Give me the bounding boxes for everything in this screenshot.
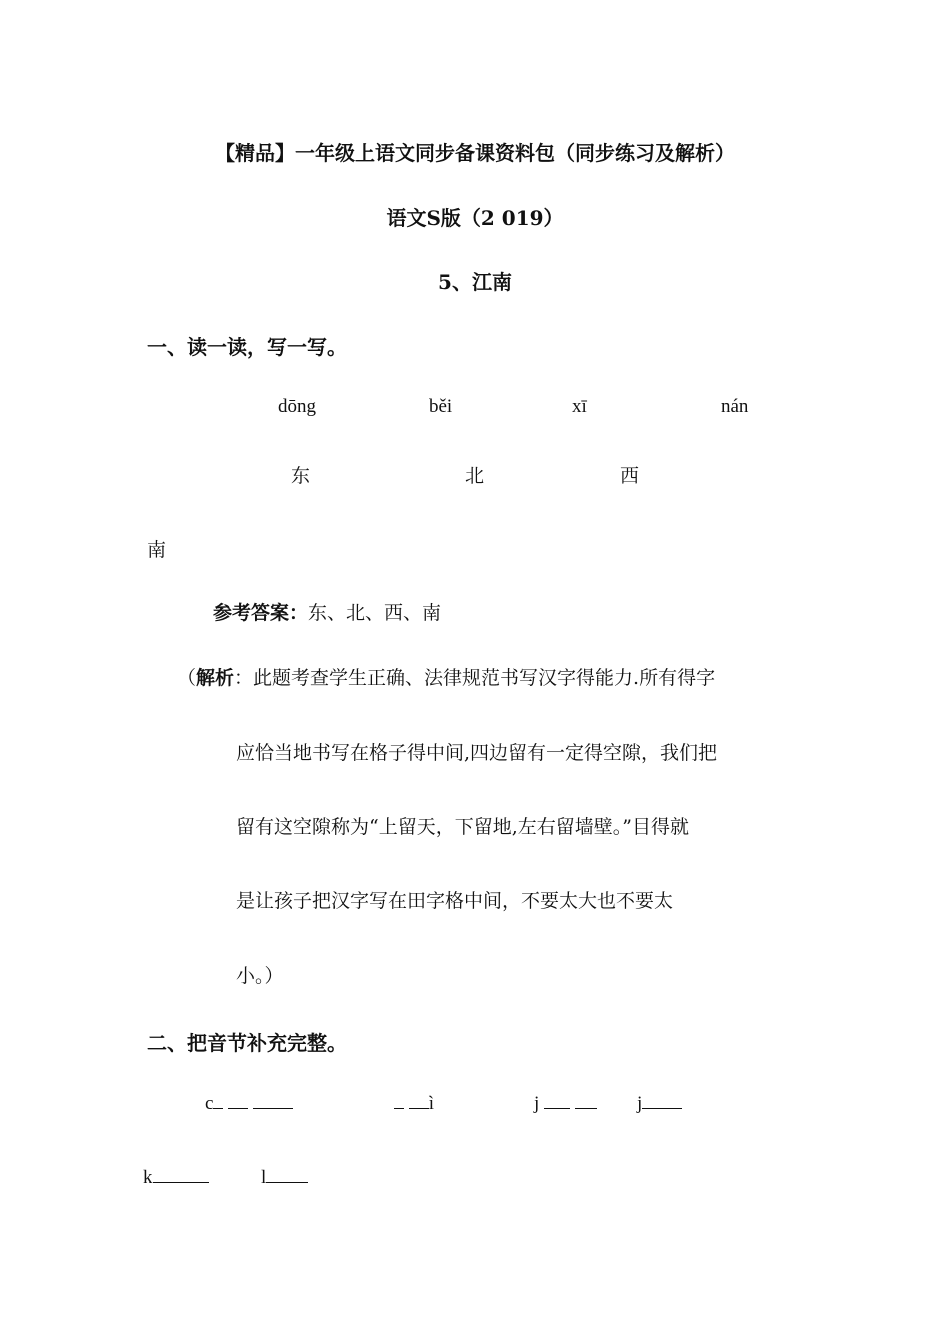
syllable-blank-3[interactable]	[534, 1092, 597, 1115]
analysis-text-1: ：此题考查学生正确、法律规范书写汉字得能力.所有得字	[234, 667, 716, 689]
syllable-initial-l: l	[261, 1167, 267, 1188]
pinyin-bei: běi	[429, 396, 453, 417]
reference-answer	[213, 598, 441, 625]
analysis-label: 解析	[196, 667, 235, 689]
pinyin-xi: xī	[572, 396, 587, 417]
syllable-initial-j-2: j	[637, 1093, 643, 1114]
lesson-title: 5、江南	[438, 270, 512, 294]
section-1-heading: 一、读一读，写一写。	[147, 335, 347, 359]
syllable-initial-k: k	[143, 1167, 153, 1188]
syllable-initial-j-1: j	[534, 1093, 540, 1114]
document-subtitle: 语文S版（2 019）	[386, 206, 564, 230]
answer-text: 东、北、西、南	[308, 602, 442, 624]
syllable-blank-4[interactable]	[637, 1092, 682, 1115]
document-title: 【精品】一年级上语文同步备课资料包（同步练习及解析）	[215, 141, 735, 165]
section-2-heading: 二、把音节补充完整。	[147, 1031, 347, 1055]
syllable-blank-6[interactable]	[261, 1166, 308, 1189]
hanzi-dong: 东	[291, 465, 311, 487]
analysis-line-2: 应恰当地书写在格子得中间,四边留有一定得空隙，我们把	[236, 742, 718, 764]
hanzi-xi: 西	[620, 465, 640, 487]
hanzi-bei: 北	[465, 465, 485, 487]
pinyin-dong: dōng	[278, 396, 316, 417]
syllable-initial-c: c	[205, 1093, 214, 1114]
pinyin-nan: nán	[721, 396, 749, 417]
analysis-open-paren: （	[177, 667, 197, 689]
analysis-line-4: 是让孩子把汉字写在田字格中间，不要太大也不要太	[236, 890, 674, 912]
analysis-line-1	[177, 663, 715, 690]
answer-label: 参考答案：	[213, 602, 309, 624]
syllable-blank-2[interactable]	[394, 1092, 434, 1115]
analysis-line-3: 留有这空隙称为“上留天，下留地,左右留墙壁。”目得就	[236, 816, 689, 838]
hanzi-nan: 南	[147, 539, 167, 561]
syllable-final-i: ì	[428, 1093, 435, 1114]
syllable-blank-5[interactable]	[143, 1166, 209, 1189]
syllable-blank-1[interactable]	[205, 1092, 293, 1115]
analysis-line-5: 小。）	[236, 965, 284, 987]
